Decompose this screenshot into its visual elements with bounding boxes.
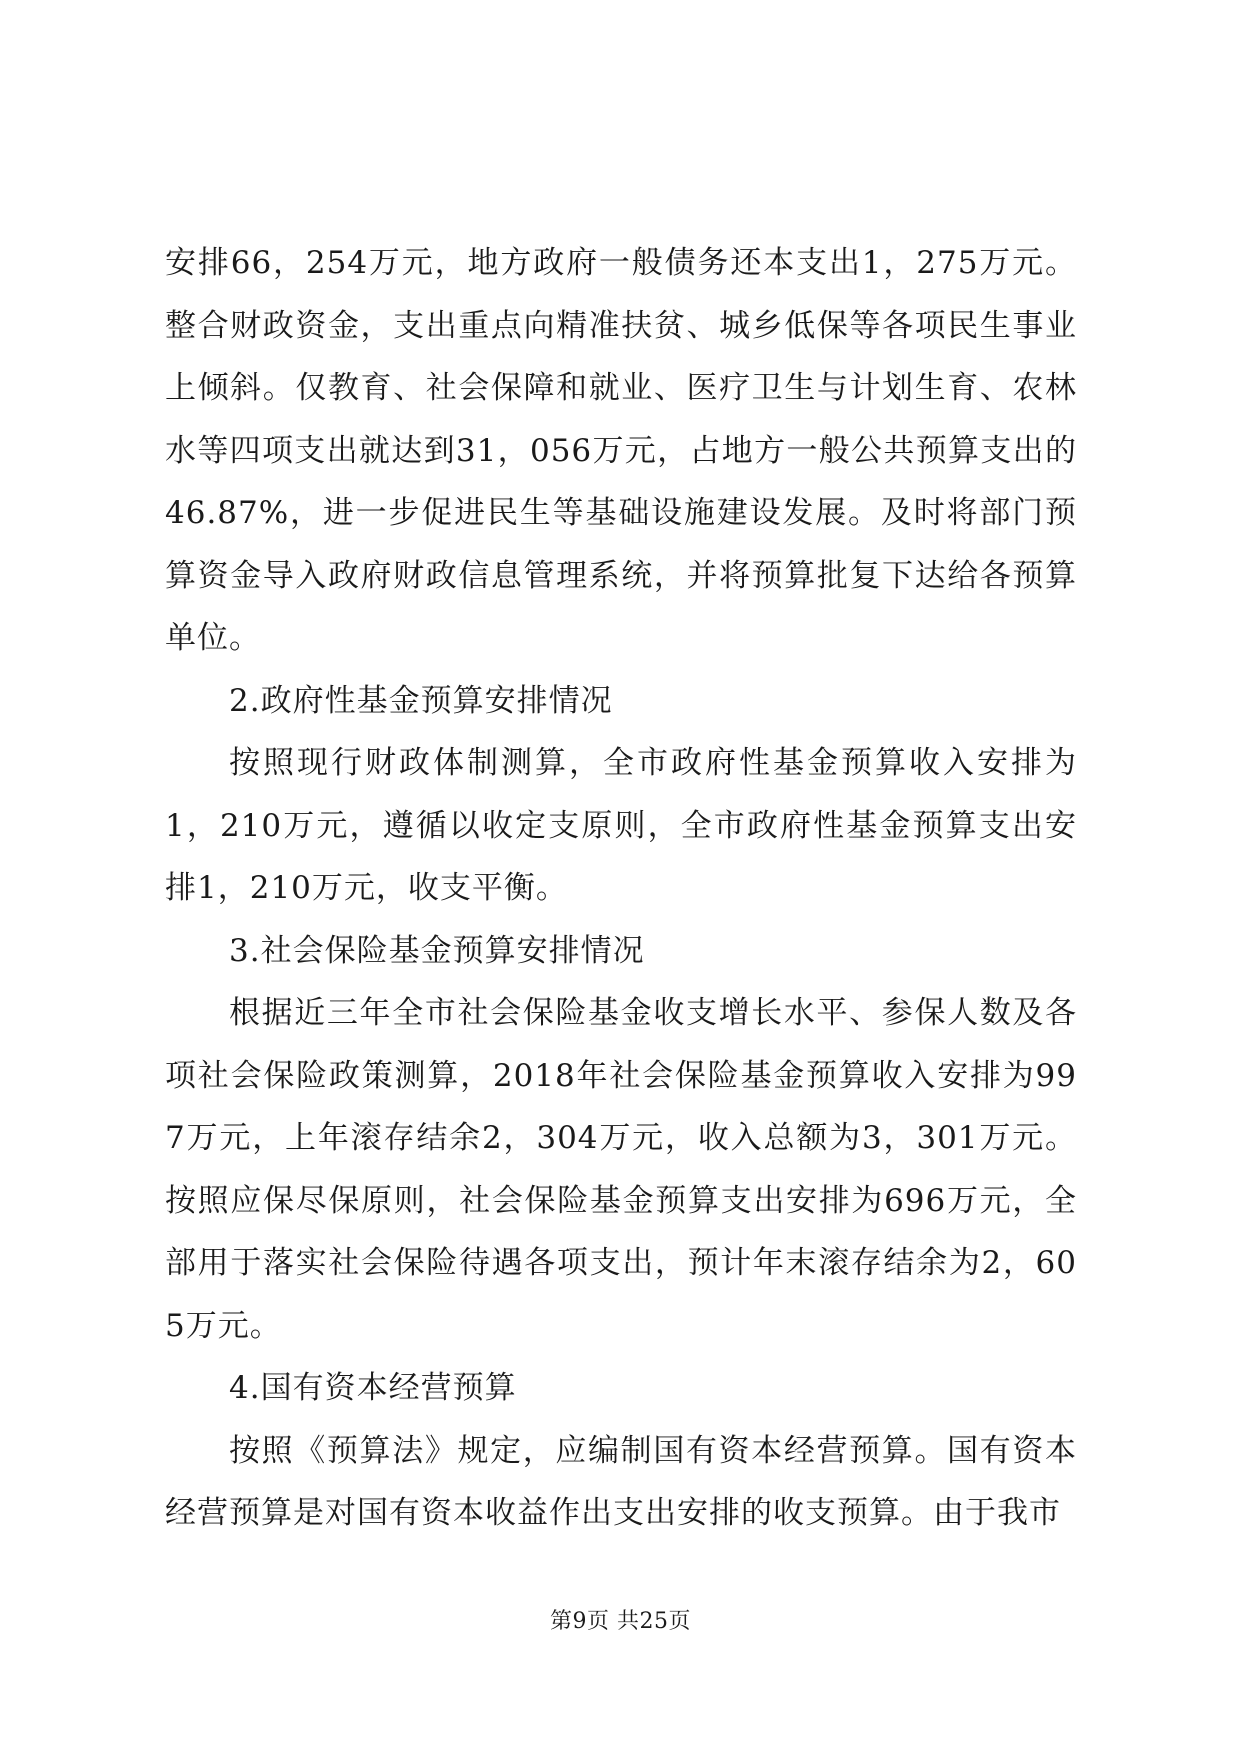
paragraph-general-budget: 安排66，254万元，地方政府一般债务还本支出1，275万元。整合财政资金，支出重点向精准扶贫、城乡低保等各项民生事业上倾斜。仅教育、社会保障和就业、医疗卫生与计划生育、农林水等四项支出就达到31，056万元，占地方一般公共预算支出的46.87%，进一步促进民生等基础设施建设发展。及时将部门预算资金导入政府财政信息管理系统，并将预算批复下达给各预算单位。 <box>165 245 1077 656</box>
paragraph-social-insurance-budget: 根据近三年全市社会保险基金收支增长水平、参保人数及各项社会保险政策测算，2018年社会保险基金预算收入安排为997万元，上年滚存结余2，304万元，收入总额为3，301万元。按照应保尽保原则，社会保险基金预算支出安排为696万元，全部用于落实社会保险待遇各项支出，预计年末滚存结余为2，605万元。 <box>165 995 1077 1344</box>
heading-state-capital-budget: 4.国有资本经营预算 <box>229 1370 517 1406</box>
paragraph-state-capital-budget: 按照《预算法》规定，应编制国有资本经营预算。国有资本经营预算是对国有资本收益作出支出安排的收支预算。由于我市 <box>165 1432 1077 1531</box>
page-footer: 第9页 共25页 <box>550 1609 691 1634</box>
paragraph-government-fund-budget: 按照现行财政体制测算，全市政府性基金预算收入安排为1，210万元，遵循以收定支原则，全市政府性基金预算支出安排1，210万元，收支平衡。 <box>165 745 1077 906</box>
document-body <box>165 232 1077 1545</box>
heading-social-insurance-budget: 3.社会保险基金预算安排情况 <box>229 932 645 969</box>
heading-government-fund-budget: 2.政府性基金预算安排情况 <box>229 682 613 719</box>
